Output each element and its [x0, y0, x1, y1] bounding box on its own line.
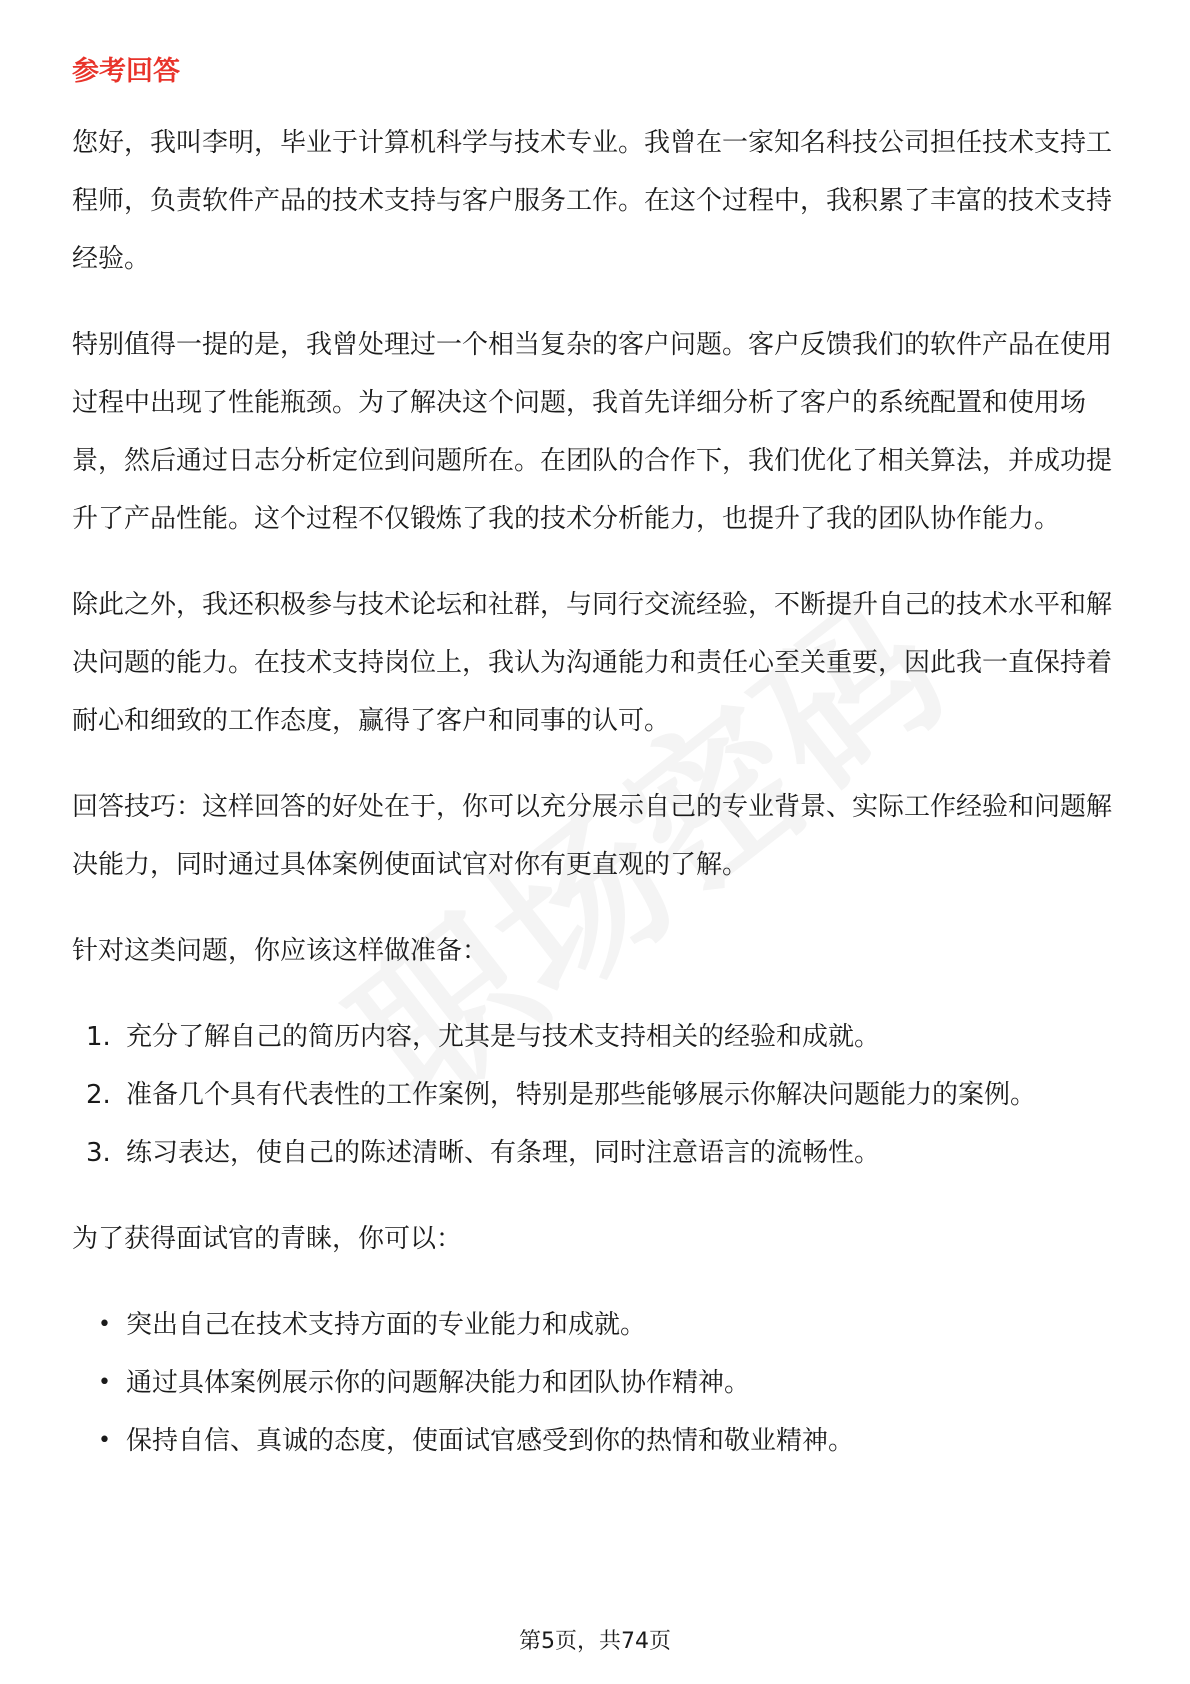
- numbered-list: [72, 1008, 1122, 1182]
- document-page: [72, 44, 1122, 1498]
- list-item: [72, 1008, 1122, 1066]
- list-item: [72, 1412, 1122, 1470]
- list-item-text: 通过具体案例展示你的问题解决能力和团队协作精神。: [126, 1368, 751, 1398]
- list-item: [72, 1354, 1122, 1412]
- paragraph-intro: 您好，我叫李明，毕业于计算机科学与技术专业。我曾在一家知名科技公司担任技术支持工程师，负责软件产品的技术支持与客户服务工作。在这个过程中，我积累了丰富的技术支持经验。: [72, 128, 1113, 274]
- paragraph-favor-intro: 为了获得面试官的青睐，你可以：: [72, 1224, 463, 1254]
- list-item-text: 充分了解自己的简历内容，尤其是与技术支持相关的经验和成就。: [126, 1022, 881, 1052]
- list-number: 2.: [86, 1080, 111, 1110]
- list-item-text: 准备几个具有代表性的工作案例，特别是那些能够展示你解决问题能力的案例。: [126, 1080, 1037, 1110]
- paragraph-extra: 除此之外，我还积极参与技术论坛和社群，与同行交流经验，不断提升自己的技术水平和解决问题的能力。在技术支持岗位上，我认为沟通能力和责任心至关重要，因此我一直保持着耐心和细致的工作态度，赢得了客户和同事的认可。: [72, 590, 1113, 736]
- list-item-text: 突出自己在技术支持方面的专业能力和成就。: [126, 1310, 647, 1340]
- page-number: 第5页，共74页: [519, 1629, 671, 1654]
- paragraph-prep-intro: 针对这类问题，你应该这样做准备：: [72, 936, 489, 966]
- paragraph-case: 特别值得一提的是，我曾处理过一个相当复杂的客户问题。客户反馈我们的软件产品在使用过程中出现了性能瓶颈。为了解决这个问题，我首先详细分析了客户的系统配置和使用场景，然后通过日志分析定位到问题所在。在团队的合作下，我们优化了相关算法，并成功提升了产品性能。这个过程不仅锻炼了我的技术分析能力，也提升了我的团队协作能力。: [72, 330, 1113, 534]
- bullet-list: [72, 1296, 1122, 1470]
- list-item-text: 练习表达，使自己的陈述清晰、有条理，同时注意语言的流畅性。: [126, 1138, 881, 1168]
- paragraph-tips: 回答技巧：这样回答的好处在于，你可以充分展示自己的专业背景、实际工作经验和问题解决能力，同时通过具体案例使面试官对你有更直观的了解。: [72, 792, 1113, 880]
- list-item: [72, 1296, 1122, 1354]
- bullet-icon: •: [98, 1428, 111, 1453]
- list-item: [72, 1066, 1122, 1124]
- bullet-icon: •: [98, 1370, 111, 1395]
- list-number: 3.: [86, 1138, 111, 1168]
- bullet-icon: •: [98, 1312, 111, 1337]
- list-item: [72, 1124, 1122, 1182]
- list-item-text: 保持自信、真诚的态度，使面试官感受到你的热情和敬业精神。: [126, 1426, 855, 1456]
- list-number: 1.: [86, 1022, 111, 1052]
- section-heading: 参考回答: [72, 56, 180, 87]
